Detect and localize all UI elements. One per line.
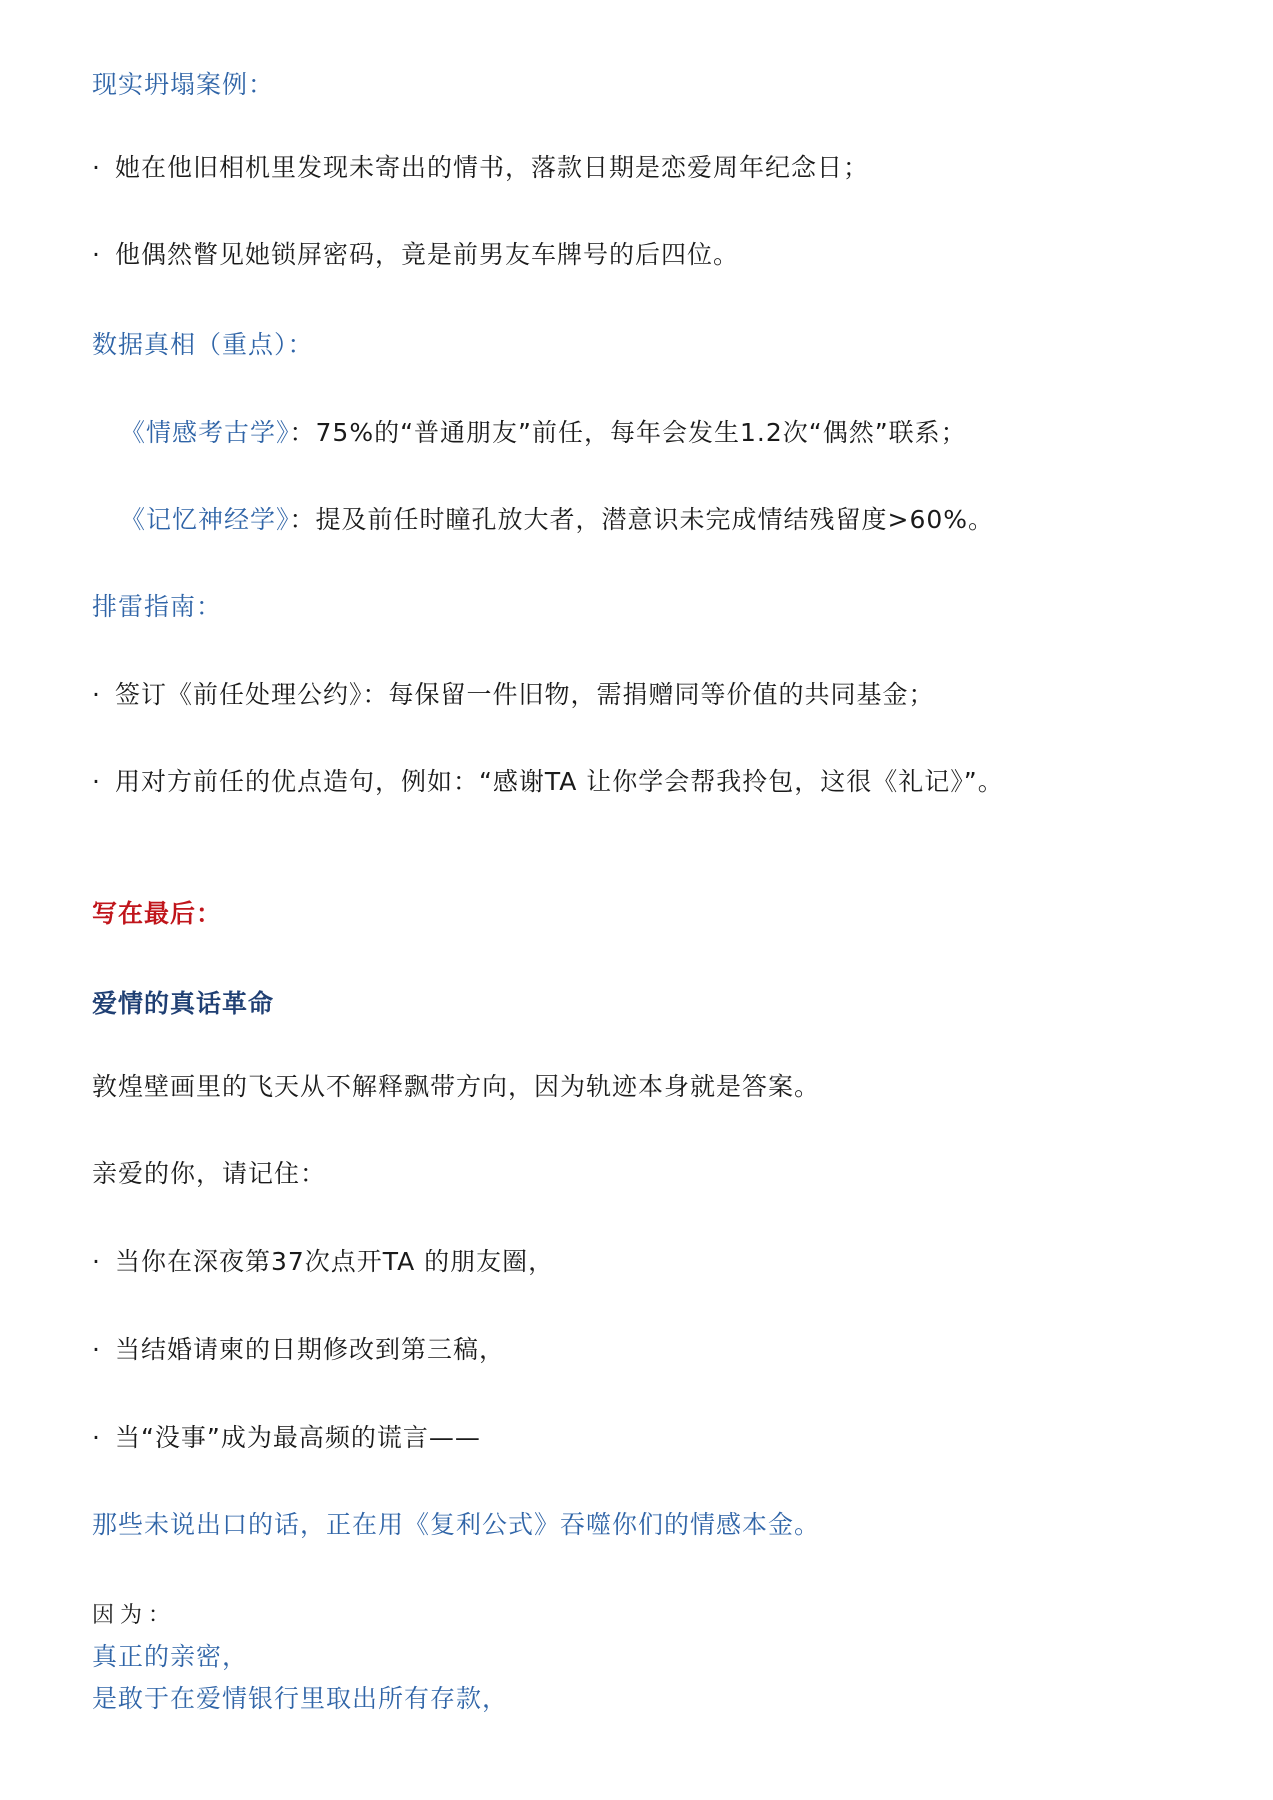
- case-item-text: 她在他旧相机里发现未寄出的情书，落款日期是恋爱周年纪念日；: [114, 153, 869, 182]
- case-item-2: [92, 238, 739, 272]
- remember-item-text: 当结婚请柬的日期修改到第三稿，: [114, 1335, 505, 1364]
- bullet-icon: ·: [92, 153, 101, 182]
- remember-item-2: [92, 1333, 505, 1367]
- guide-heading: 排雷指南：: [92, 592, 223, 621]
- remember-item-1: [92, 1245, 554, 1279]
- bullet-icon: ·: [92, 240, 101, 269]
- guide-item-text: 用对方前任的优点造句，例如：“感谢TA 让你学会帮我拎包，这很《礼记》”。: [114, 767, 1004, 796]
- data-heading: 数据真相（重点）：: [92, 330, 314, 359]
- closing-line-2: 是敢于在爱情银行里取出所有存款，: [92, 1684, 509, 1713]
- final-heading: 写在最后：: [92, 899, 223, 928]
- data-item-2: [120, 503, 994, 537]
- bullet-icon: ·: [92, 1247, 101, 1276]
- bullet-icon: ·: [92, 1423, 101, 1452]
- paragraph-remember: 亲爱的你，请记住：: [92, 1159, 327, 1188]
- case-heading: 现实坍塌案例：: [92, 70, 275, 99]
- book-title: 《记忆神经学》: [120, 505, 290, 534]
- case-item-1: [92, 151, 869, 185]
- guide-item-1: [92, 678, 934, 712]
- remember-item-text: 当“没事”成为最高频的谎言——: [114, 1423, 481, 1452]
- remember-item-text: 当你在深夜第37次点开TA 的朋友圈，: [114, 1247, 555, 1276]
- compound-statement: 那些未说出口的话，正在用《复利公式》吞噬你们的情感本金。: [92, 1510, 821, 1539]
- remember-item-3: [92, 1421, 481, 1455]
- book-title: 《情感考古学》: [120, 418, 290, 447]
- guide-item-text: 签订《前任处理公约》：每保留一件旧物，需捐赠同等价值的共同基金；: [114, 680, 935, 709]
- revolution-heading: 爱情的真话革命: [92, 989, 275, 1018]
- bullet-icon: ·: [92, 680, 101, 709]
- closing-line-1: 真正的亲密，: [92, 1642, 249, 1671]
- data-item-1: [120, 416, 967, 450]
- data-item-text: ：提及前任时瞳孔放大者，潜意识未完成情结残留度>60%。: [289, 505, 995, 534]
- data-item-text: ：75%的“普通朋友”前任，每年会发生1.2次“偶然”联系；: [289, 418, 967, 447]
- guide-item-2: [92, 765, 1004, 799]
- paragraph-dunhuang: 敦煌壁画里的飞天从不解释飘带方向，因为轨迹本身就是答案。: [92, 1072, 821, 1101]
- case-item-text: 他偶然瞥见她锁屏密码，竟是前男友车牌号的后四位。: [114, 240, 739, 269]
- because-label: 因为：: [92, 1603, 177, 1628]
- bullet-icon: ·: [92, 1335, 101, 1364]
- bullet-icon: ·: [92, 767, 101, 796]
